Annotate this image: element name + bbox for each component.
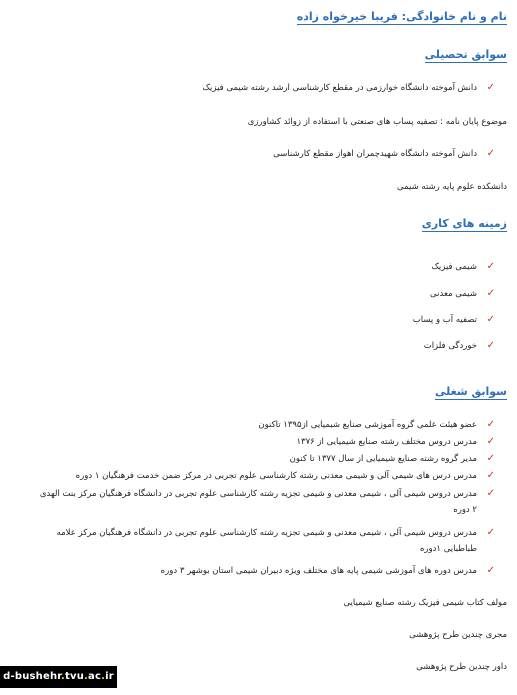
fields-heading: زمینه های کاری: [421, 217, 507, 230]
extra-line: مجری چندین طرح پژوهشی: [409, 630, 507, 640]
check-icon: ✓: [486, 314, 495, 325]
field-item: ✓ تصفیه آب و پساب: [412, 314, 495, 325]
check-icon: ✓: [486, 340, 495, 351]
check-icon: ✓: [486, 148, 495, 159]
field-item: ✓ شیمی فیزیک: [431, 261, 495, 272]
check-icon: ✓: [486, 261, 495, 272]
job-item: ✓ مدرس درس های شیمی آلی و شیمی معدنی رشته کارشناسی علوم تجربی در مرکز ضمن خدمت فرهنگیان ۱ دوره: [37, 468, 477, 484]
jobs-heading: سوابق شغلی: [434, 385, 507, 398]
job-item: ✓ مدرس دروس شیمی آلی ، شیمی معدنی و شیمی تجزیه رشته کارشناسی علوم تجربی در دانشگاه فرهنگیان مرکز بنت الهدی ۲ دوره: [39, 488, 495, 515]
check-icon: ✓: [486, 436, 495, 447]
check-icon: ✓: [486, 527, 495, 538]
site-watermark: d-bushehr.tvu.ac.ir: [0, 666, 117, 688]
extra-line: داور چندین طرح پژوهشی: [416, 662, 507, 672]
thesis-line: موضوع پایان نامه : تصفیه پساب های صنعتی با استفاده از زوائد کشاورزی: [247, 117, 507, 127]
field-item: ✓ خوردگی فلزات: [423, 340, 495, 351]
job-item: ✓ مدرس دروس شیمی آلی ، شیمی معدنی و شیمی تجزیه رشته کارشناسی علوم تجربی در دانشگاه فرهنگیان مرکز علامه طباطبایی ۱دوره: [56, 527, 495, 554]
check-icon: ✓: [486, 453, 495, 464]
faculty-line: دانشکده علوم پایه رشته شیمی: [397, 182, 507, 192]
check-icon: ✓: [486, 470, 495, 481]
field-item: ✓ شیمی معدنی: [430, 288, 495, 299]
name-heading: نام و نام خانوادگی: فریبا خیرخواه زاده: [296, 10, 507, 23]
check-icon: ✓: [486, 488, 495, 499]
education-heading: سوابق تحصیلی: [424, 48, 507, 61]
job-item: ✓ مدرس دروس مختلف رشته صنایع شیمیایی از ۱۳۷۶: [37, 434, 477, 450]
job-item: ✓ مدرس دوره های آموزشی شیمی پایه های مختلف ویژه دبیران شیمی استان بوشهر ۳ دوره: [37, 563, 477, 579]
check-icon: ✓: [486, 288, 495, 299]
check-icon: ✓: [486, 82, 495, 93]
education-item-2: ✓ دانش آموخته دانشگاه شهیدچمران اهواز مقطع کارشناسی: [273, 148, 495, 159]
job-item: ✓ مدیر گروه رشته صنایع شیمیایی از سال ۱۳۷۷ تا کنون: [37, 451, 477, 467]
education-item-1: ✓ دانش آموخته دانشگاه خوارزمی در مقطع کارشناسی ارشد رشته شیمی فیزیک: [202, 82, 495, 93]
check-icon: ✓: [486, 565, 495, 576]
check-icon: ✓: [486, 419, 495, 430]
job-item: ✓ عضو هیئت علمی گروه آموزشی صنایع شیمیایی از۱۳۹۵ تاکنون: [37, 417, 477, 433]
extra-line: مولف کتاب شیمی فیزیک رشته صنایع شیمیایی: [343, 598, 507, 608]
